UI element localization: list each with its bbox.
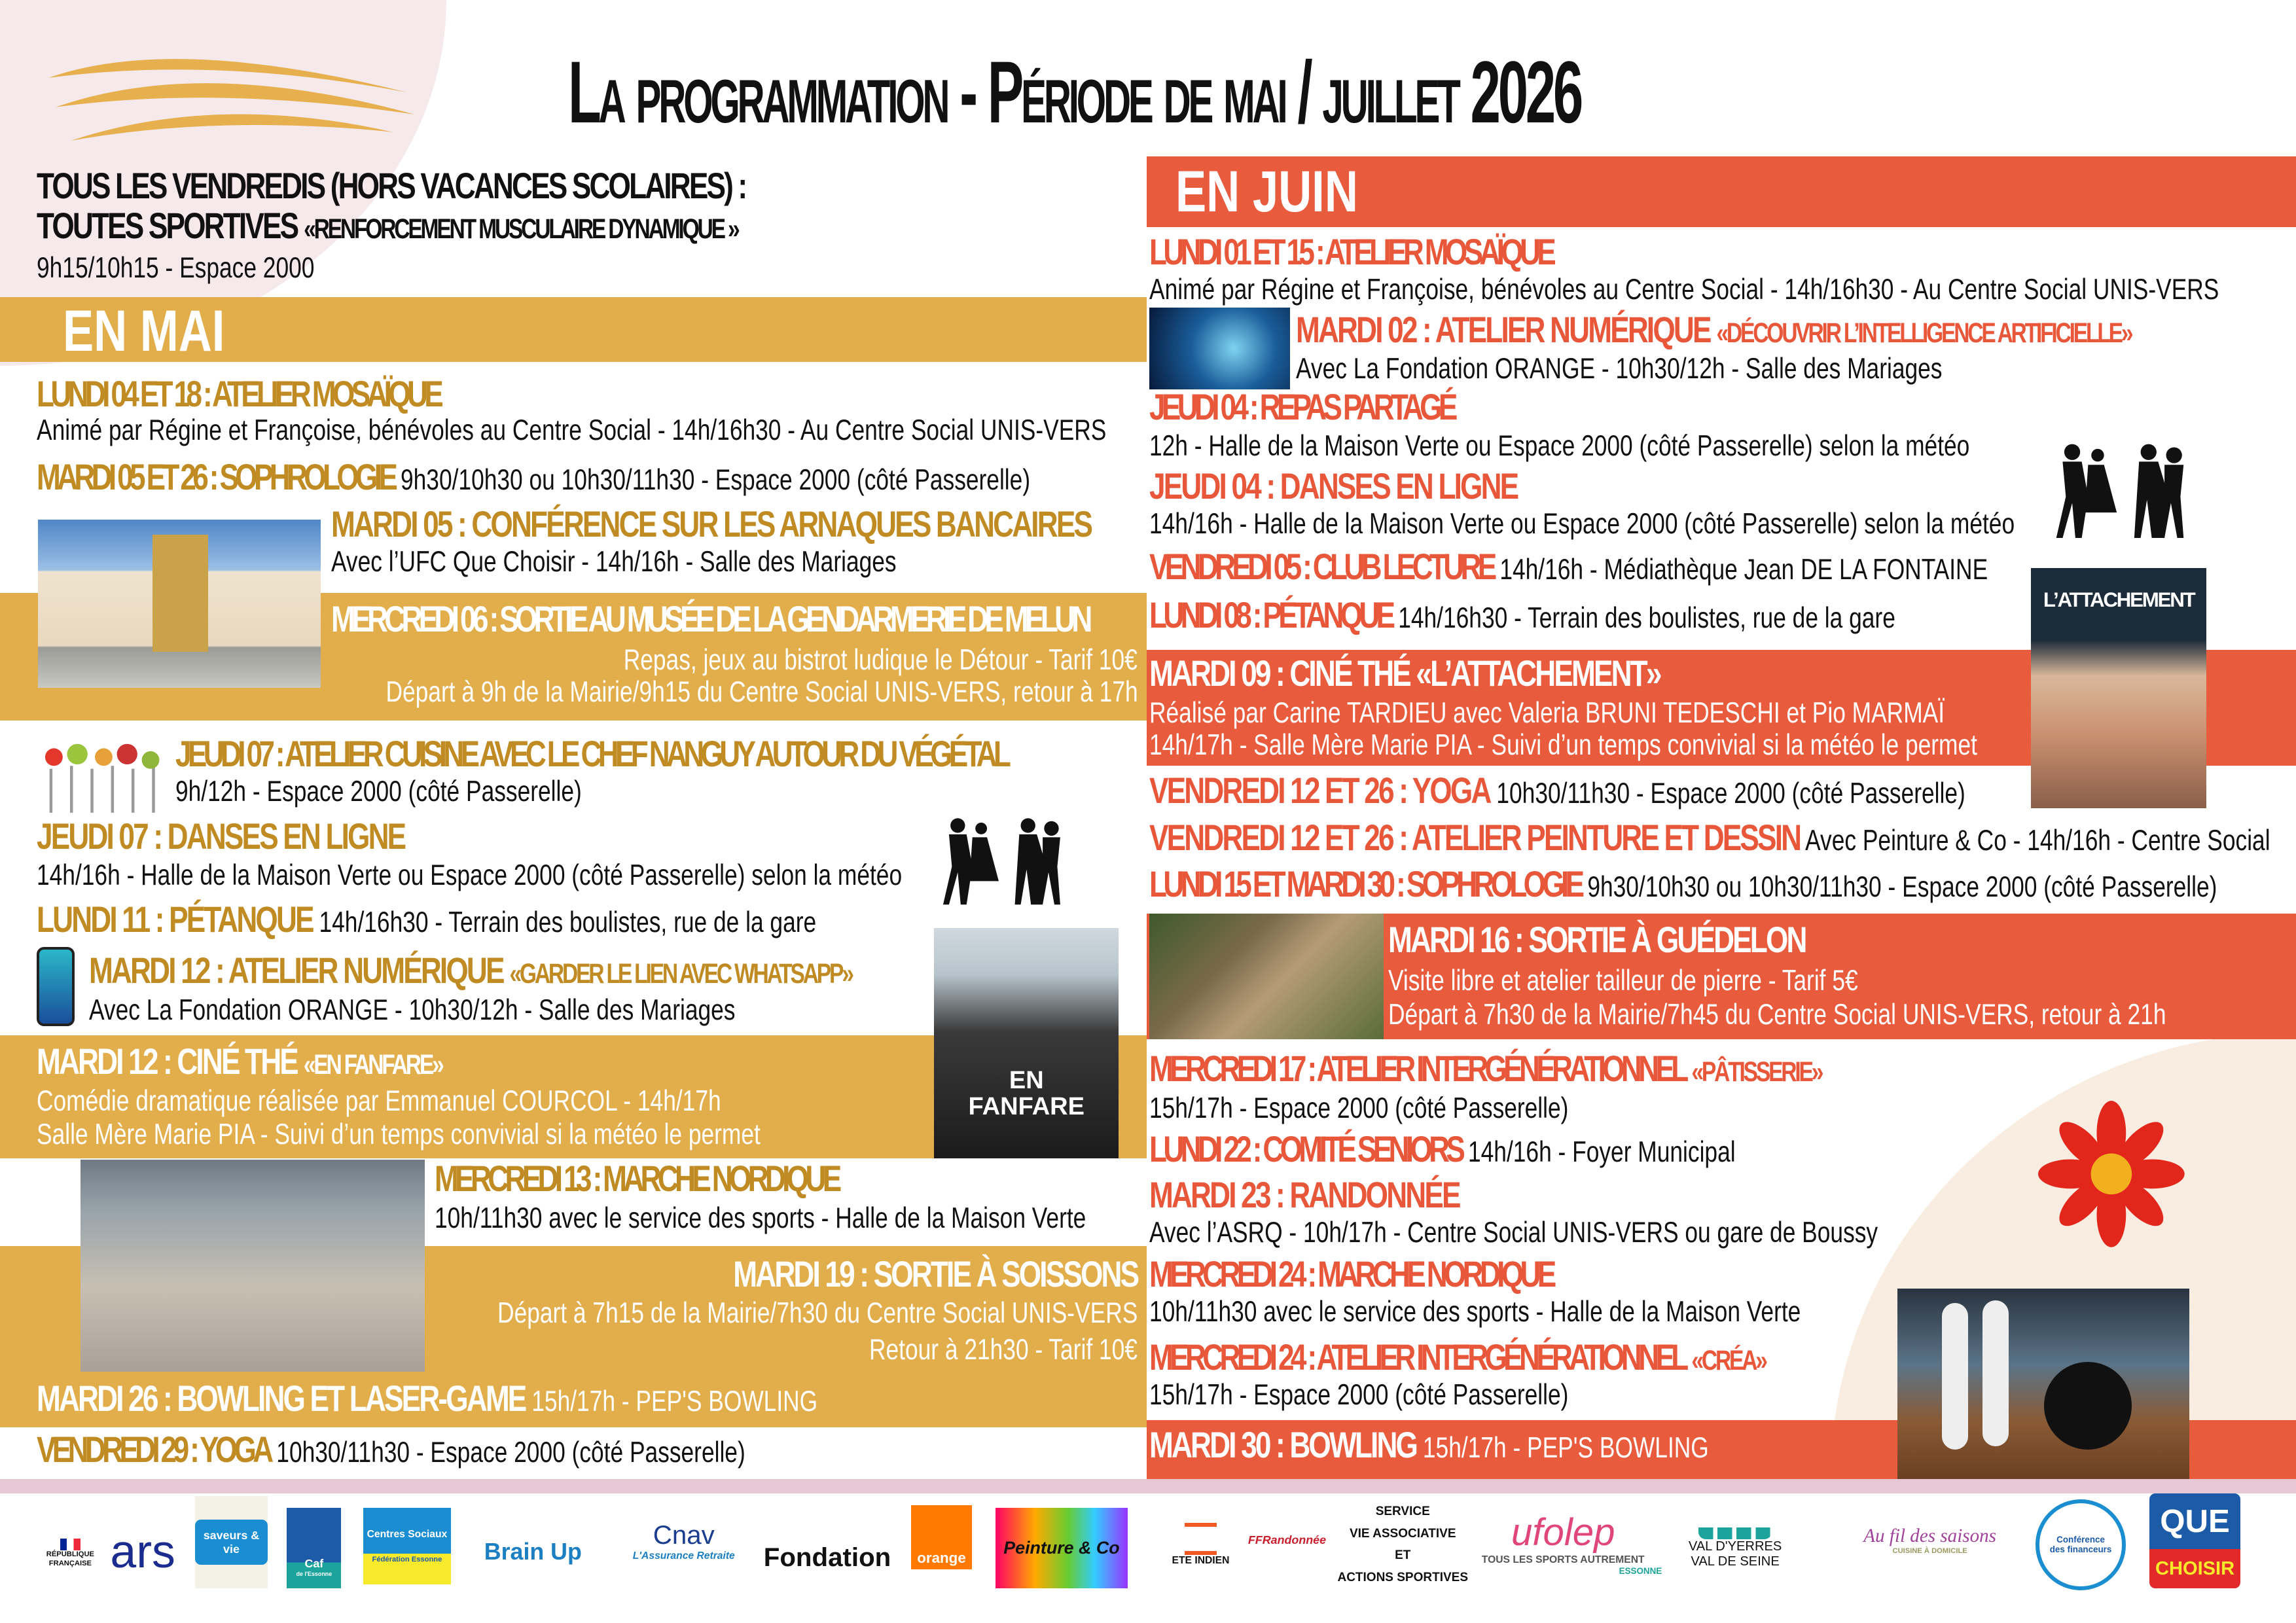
- event-details: Animé par Régine et Françoise, bénévoles au Centre Social - 14h/16h30 - Au Centre Social UNIS-VERS: [36, 413, 1107, 446]
- event-heading: MARDI 05 : CONFÉRENCE SUR LES ARNAQUES BANCAIRES: [331, 503, 1091, 545]
- event-heading: LUNDI 04 ET 18 : ATELIER MOSAÏQUE: [36, 372, 440, 414]
- gendarmerie-museum-photo: [38, 520, 321, 688]
- en-fanfare-poster: [934, 928, 1119, 1158]
- event-heading: VENDREDI 05 : CLUB LECTURE: [1149, 545, 1494, 587]
- event-heading: LUNDI 01 ET 15 : ATELIER MOSAÏQUE: [1149, 230, 1553, 272]
- event-details: 10h/11h30 avec le service des sports - Halle de la Maison Verte: [1149, 1294, 1801, 1328]
- juin-event-3: [1149, 386, 1454, 428]
- logo-text: RÉPUBLIQUE FRANÇAISE: [46, 1550, 94, 1567]
- mai-event-5: [175, 733, 1008, 775]
- red-flower-image: [2038, 1101, 2185, 1247]
- mai-event-11: [733, 1253, 1138, 1295]
- event-details: 10h30/11h30 - Espace 2000 (côté Passerelle): [1496, 777, 1966, 810]
- event-heading: VENDREDI 12 ET 26 : ATELIER PEINTURE ET DESSIN: [1149, 816, 1801, 858]
- logo-conference-des-financeurs: Conférence des financeurs: [2036, 1499, 2126, 1590]
- logo-text: saveurs & vie: [195, 1520, 268, 1565]
- event-heading: JEUDI 04 : REPAS PARTAGÉ: [1149, 386, 1454, 428]
- event-details: Animé par Régine et Françoise, bénévoles au Centre Social - 14h/16h30 - Au Centre Social UNIS-VERS: [1149, 273, 2219, 306]
- juin-event-10: [1149, 863, 2217, 905]
- event-heading: MARDI 19 : SORTIE À SOISSONS: [733, 1253, 1138, 1294]
- mai-section-title: EN MAI: [63, 297, 225, 363]
- logo-text: Fédération Essonne: [372, 1555, 442, 1563]
- artificial-intelligence-image: [1149, 308, 1290, 389]
- weekly-line-1: [36, 165, 746, 207]
- juin-event-13: [1149, 1128, 1736, 1170]
- logo-republique-francaise: [41, 1530, 99, 1577]
- logo-val-d-yerres-val-de-seine: [1678, 1516, 1793, 1582]
- event-details: 15h/17h - Espace 2000 (côté Passerelle): [1149, 1091, 1569, 1124]
- event-details: Avec l’UFC Que Choisir - 14h/16h - Salle des Mariages: [331, 545, 897, 579]
- event-heading: LUNDI 11 : PÉTANQUE: [36, 899, 313, 940]
- page-title: La programmation - Période de mai / juillet 2026: [568, 43, 1581, 141]
- mai-event-8: [89, 950, 853, 992]
- juin-event-1: [1149, 230, 1553, 273]
- dancers-icon: [2050, 439, 2197, 544]
- mai-event-10: [435, 1158, 838, 1200]
- event-details: Avec Peinture & Co - 14h/16h - Centre Social: [1805, 823, 2270, 857]
- event-details: 14h/16h - Halle de la Maison Verte ou Espace 2000 (côté Passerelle) selon la météo: [36, 858, 903, 891]
- mai-event-4: [331, 598, 1089, 640]
- logo-text: Caf: [304, 1557, 324, 1571]
- l-attachement-poster: [2031, 568, 2206, 808]
- logo-text: ufolep: [1511, 1510, 1615, 1554]
- event-tag: «DÉCOUVRIR L’INTELLIGENCE ARTIFICIELLE»: [1716, 317, 2132, 349]
- event-details: 14h/17h - Salle Mère Marie PIA - Suivi d’un temps convivial si la météo le permet: [1149, 728, 1978, 761]
- event-heading: JEUDI 07 : ATELIER CUISINE AVEC LE CHEF NANGUY AUTOUR DU VÉGÉTAL: [175, 733, 1008, 775]
- logo-ffrandonnee: FFRandonnée: [1247, 1533, 1327, 1547]
- poster-title-line-1: EN: [1009, 1066, 1044, 1094]
- event-heading: MERCREDI 17 : ATELIER INTERGÉNÉRATIONNEL: [1149, 1048, 1685, 1090]
- event-details: 9h30/10h30 ou 10h30/11h30 - Espace 2000 (côté Passerelle): [1587, 870, 2217, 904]
- juin-event-16: [1149, 1336, 1766, 1379]
- logo-caf: [287, 1508, 341, 1588]
- event-details: 12h - Halle de la Maison Verte ou Espace 2000 (côté Passerelle) selon la météo: [1149, 429, 1970, 463]
- event-details: 14h/16h30 - Terrain des boulistes, rue de la gare: [319, 906, 817, 939]
- weekly-time: 9h15/10h15 - Espace 2000: [36, 251, 315, 284]
- logo-text: VIE ASSOCIATIVE: [1349, 1526, 1456, 1541]
- event-heading: LUNDI 22 : COMITÉ SENIORS: [1149, 1128, 1462, 1170]
- footer-divider: [0, 1479, 2296, 1493]
- mai-event-1: [36, 372, 440, 415]
- logo-text: VAL D'YERRES: [1688, 1539, 1782, 1554]
- event-details: 14h/16h30 - Terrain des boulistes, rue de la gare: [1398, 601, 1896, 634]
- logo-text: Centres Sociaux: [367, 1529, 448, 1541]
- logo-text: de l'Essonne: [296, 1571, 332, 1578]
- event-heading: MERCREDI 24 : ATELIER INTERGÉNÉRATIONNEL: [1149, 1336, 1685, 1378]
- event-heading: VENDREDI 12 ET 26 : YOGA: [1149, 770, 1490, 812]
- mai-event-7: [36, 899, 817, 940]
- event-heading: JEUDI 04 : DANSES EN LIGNE: [1149, 465, 1518, 507]
- juin-event-14: [1149, 1173, 1460, 1216]
- weekly-heading: TOUS LES VENDREDIS (HORS VACANCES SCOLAIRES) :: [36, 165, 746, 207]
- event-details: 9h/12h - Espace 2000 (côté Passerelle): [175, 775, 583, 808]
- event-heading: MERCREDI 13 : MARCHE NORDIQUE: [435, 1158, 838, 1200]
- event-details: 15h/17h - PEP'S BOWLING: [1423, 1431, 1709, 1465]
- event-details: Visite libre et atelier tailleur de pierre - Tarif 5€: [1388, 964, 1858, 997]
- event-details: 14h/16h - Médiathèque Jean DE LA FONTAINE: [1499, 552, 1988, 586]
- event-heading: JEUDI 07 : DANSES EN LIGNE: [36, 815, 405, 857]
- event-details: Départ à 7h15 de la Mairie/7h30 du Centre Social UNIS-VERS: [497, 1296, 1138, 1329]
- juin-event-17: [1149, 1424, 1709, 1466]
- logo-text: SERVICE: [1375, 1505, 1430, 1519]
- bowling-photo: [1897, 1289, 2189, 1479]
- guedelon-castle-photo: [1149, 914, 1384, 1039]
- event-heading: MARDI 02 : ATELIER NUMÉRIQUE: [1295, 308, 1710, 350]
- juin-event-2: [1295, 308, 2132, 351]
- event-tag: «PÂTISSERIE»: [1691, 1057, 1822, 1088]
- logo-text: QUE: [2149, 1493, 2240, 1549]
- logo-text: L'Assurance Retraite: [632, 1550, 735, 1561]
- logo-centres-sociaux: [363, 1508, 451, 1584]
- event-details: 15h/17h - PEP'S BOWLING: [531, 1384, 818, 1418]
- event-heading: MARDI 30 : BOWLING: [1149, 1424, 1417, 1466]
- cooking-forks-icon: [39, 740, 165, 813]
- logo-au-fil-des-saisons: [1831, 1511, 2030, 1569]
- event-details: 10h/11h30 avec le service des sports - Halle de la Maison Verte: [435, 1201, 1086, 1234]
- weekly-line-2: [36, 204, 738, 247]
- logo-peinture-et-co: Peinture & Co: [996, 1508, 1127, 1588]
- event-details: 10h30/11h30 - Espace 2000 (côté Passerelle): [276, 1435, 745, 1469]
- event-heading: MARDI 26 : BOWLING ET LASER-GAME: [36, 1377, 526, 1419]
- logo-que-choisir: [2149, 1493, 2240, 1588]
- event-heading: MARDI 12 : CINÉ THÉ: [36, 1041, 297, 1082]
- logo-cnav: [632, 1501, 735, 1581]
- event-details: Avec La Fondation ORANGE - 10h30/12h - Salle des Mariages: [1295, 351, 1943, 385]
- event-details: 14h/16h - Halle de la Maison Verte ou Espace 2000 (côté Passerelle) selon la météo: [1149, 507, 2015, 541]
- event-details: Avec La Fondation ORANGE - 10h30/12h - Salle des Mariages: [89, 993, 736, 1026]
- event-details: Réalisé par Carine TARDIEU avec Valeria BRUNI TEDESCHI et Pio MARMAÏ: [1149, 696, 1945, 729]
- event-details: Départ à 7h30 de la Mairie/7h45 du Centre Social UNIS-VERS, retour à 21h: [1388, 997, 2166, 1031]
- weekly-activity: TOUTES SPORTIVES: [36, 204, 298, 246]
- logo-ete-indien: [1168, 1516, 1232, 1574]
- poster-title-line-2: FANFARE: [968, 1093, 1085, 1121]
- event-details: 9h30/10h30 ou 10h30/11h30 - Espace 2000 (côté Passerelle): [400, 463, 1031, 497]
- logo-text: CHOISIR: [2149, 1549, 2240, 1588]
- event-heading: MARDI 16 : SORTIE À GUÉDELON: [1388, 919, 1806, 961]
- logo-text: CUISINE À DOMICILE: [1892, 1547, 1967, 1556]
- logo-text: ETE INDIEN: [1172, 1554, 1230, 1566]
- poster-title: L’ATTACHEMENT: [2043, 588, 2195, 612]
- event-details: Repas, jeux au bistrot ludique le Détour - Tarif 10€: [624, 643, 1138, 677]
- logo-text: Au fil des saisons: [1863, 1525, 1996, 1547]
- logo-saveurs-et-vie: [195, 1496, 268, 1588]
- event-heading: MARDI 09 : CINÉ THÉ «L’ATTACHEMENT»: [1149, 652, 1660, 694]
- juin-event-8: [1149, 770, 1966, 812]
- event-details: Départ à 9h de la Mairie/9h15 du Centre Social UNIS-VERS, retour à 17h: [386, 675, 1138, 709]
- logo-text: ET: [1395, 1548, 1411, 1563]
- mai-event-3: [331, 503, 1091, 545]
- logo-text: TOUS LES SPORTS AUTREMENT: [1481, 1554, 1645, 1565]
- logo-ars: ars: [110, 1525, 175, 1578]
- event-details: Salle Mère Marie PIA - Suivi d’un temps convivial si la météo le permet: [36, 1117, 761, 1150]
- juin-event-15: [1149, 1253, 1553, 1295]
- logo-service-vie-associative: [1337, 1499, 1469, 1590]
- event-tag: «CRÉA»: [1691, 1346, 1766, 1377]
- logo-text: ACTIONS SPORTIVES: [1337, 1570, 1468, 1584]
- event-heading: VENDREDI 29 : YOGA: [36, 1428, 270, 1470]
- juin-event-12: [1149, 1048, 1822, 1090]
- logo-ufolep: [1464, 1505, 1662, 1581]
- dancers-icon: [937, 817, 1072, 908]
- mai-event-12: [36, 1377, 818, 1419]
- event-heading: MARDI 23 : RANDONNÉE: [1149, 1173, 1460, 1215]
- logo-text: VAL DE SEINE: [1691, 1554, 1780, 1569]
- logo-text: ESSONNE: [1619, 1565, 1662, 1576]
- juin-section-title: EN JUIN: [1175, 158, 1359, 224]
- event-details: 15h/17h - Espace 2000 (côté Passerelle): [1149, 1378, 1569, 1412]
- mai-event-13: [36, 1428, 745, 1471]
- event-heading: LUNDI 08 : PÉTANQUE: [1149, 594, 1392, 635]
- smartphone-icon: [37, 947, 75, 1026]
- logo-brain-up: Brain Up: [484, 1538, 582, 1565]
- mai-event-6: [36, 815, 405, 857]
- event-details: Avec l’ASRQ - 10h/17h - Centre Social UNIS-VERS ou gare de Boussy: [1149, 1215, 1878, 1249]
- juin-event-5: [1149, 545, 1988, 588]
- event-details: 14h/16h - Foyer Municipal: [1468, 1135, 1736, 1169]
- logo-text: Cnav: [653, 1520, 715, 1550]
- juin-event-9: [1149, 816, 2270, 859]
- event-heading: MARDI 05 ET 26 : SOPHROLOGIE: [36, 456, 395, 498]
- juin-event-11: [1388, 919, 1806, 961]
- event-details: Comédie dramatique réalisée par Emmanuel COURCOL - 14h/17h: [36, 1084, 721, 1117]
- event-details: Retour à 21h30 - Tarif 10€: [869, 1332, 1138, 1366]
- gold-swoosh-logo: [41, 41, 422, 158]
- event-heading: MERCREDI 06 : SORTIE AU MUSÉE DE LA GENDARMERIE DE MELUN: [331, 598, 1089, 640]
- weekly-tag: «RENFORCEMENT MUSCULAIRE DYNAMIQUE »: [304, 213, 738, 245]
- juin-event-4: [1149, 465, 1518, 507]
- logo-fondation: Fondation: [763, 1543, 891, 1573]
- event-tag: «GARDER LE LIEN AVEC WHATSAPP»: [509, 959, 853, 990]
- logo-orange: orange: [911, 1505, 973, 1569]
- mai-event-9: [36, 1041, 442, 1083]
- event-tag: «EN FANFARE»: [303, 1050, 442, 1081]
- event-heading: LUNDI 15 ET MARDI 30 : SOPHROLOGIE: [1149, 863, 1581, 905]
- juin-event-7: [1149, 652, 1660, 694]
- soissons-abbey-photo: [81, 1160, 425, 1372]
- juin-event-6: [1149, 594, 1896, 636]
- event-heading: MERCREDI 24 : MARCHE NORDIQUE: [1149, 1253, 1553, 1294]
- event-heading: MARDI 12 : ATELIER NUMÉRIQUE: [89, 950, 504, 991]
- mai-event-2: [36, 456, 1031, 498]
